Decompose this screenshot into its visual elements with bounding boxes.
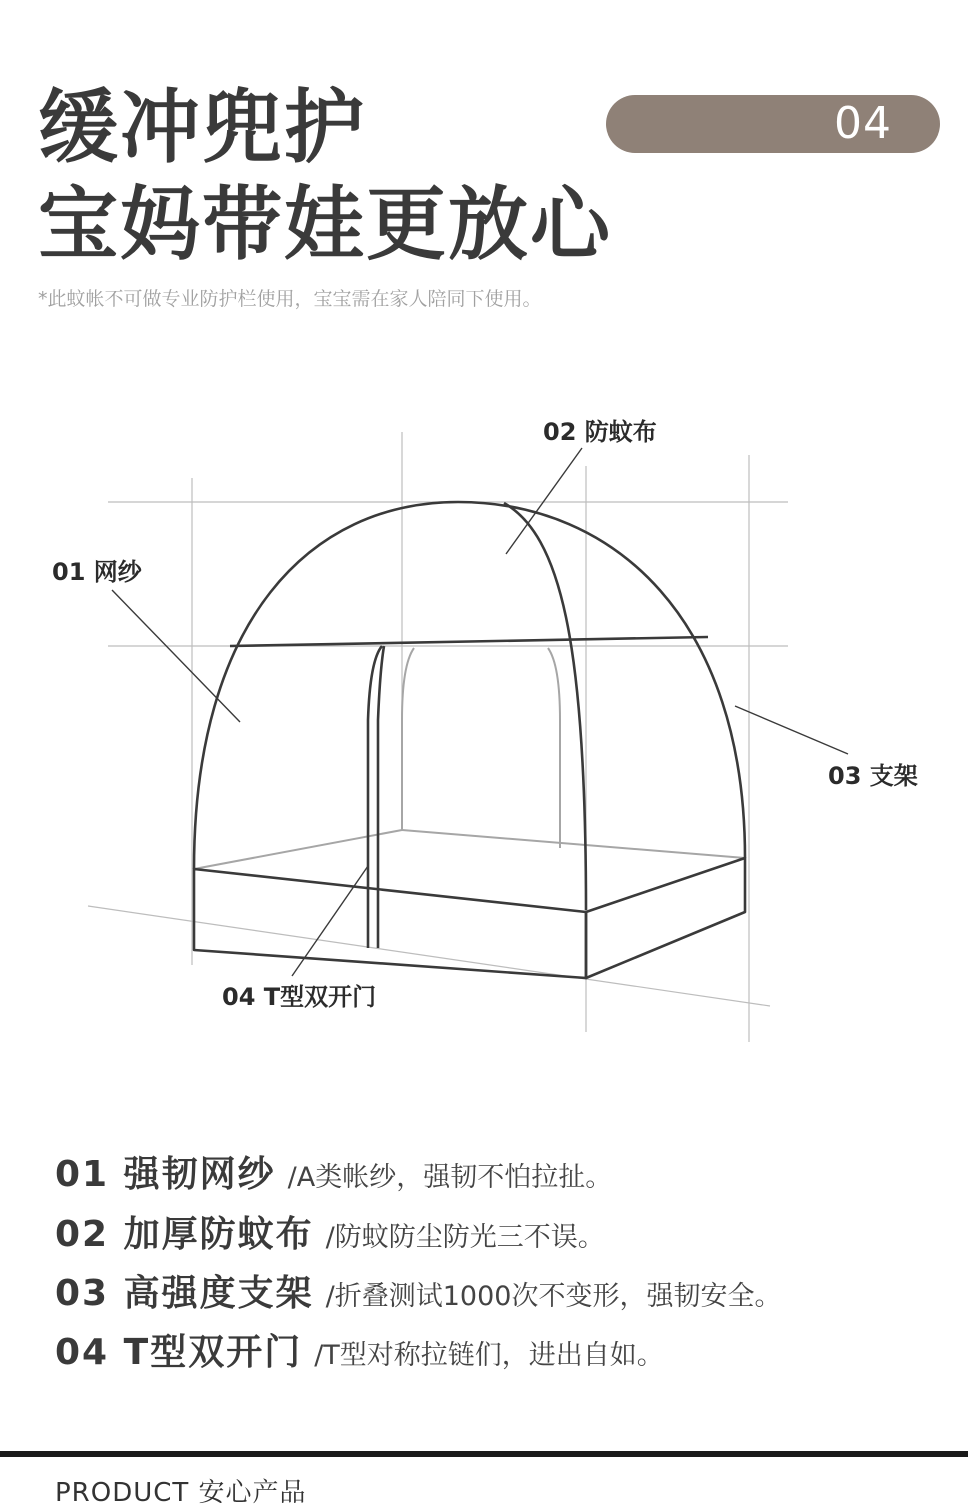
callout-label-mesh: 01 网纱 (52, 558, 142, 586)
back-floor-edge-left (194, 830, 402, 869)
callout-leaders (112, 448, 848, 976)
callout-label-door: 04 T型双开门 (222, 983, 377, 1011)
net-inner-lines (194, 648, 745, 869)
guide-line (88, 906, 770, 1006)
door-frame-right (378, 646, 384, 948)
roof-front-edge (230, 637, 708, 646)
inner-door-frame-left (402, 648, 414, 830)
feature-description: /折叠测试1000次不变形，强韧安全。 (325, 1281, 782, 1312)
feature-item (55, 1265, 781, 1316)
dome-outer-arch (194, 502, 745, 869)
back-floor-edge-right (402, 830, 745, 858)
section-number: 04 (834, 98, 892, 149)
headline-line-2: 宝妈带娃更放心 (38, 178, 612, 271)
feature-title: 01 强韧网纱 (55, 1154, 276, 1195)
section-number-badge (606, 95, 940, 153)
feature-description: /防蚊防尘防光三不误。 (325, 1222, 605, 1253)
inner-door-frame-right (548, 648, 560, 848)
dome-front-arch (504, 503, 586, 910)
net-outline (194, 502, 745, 978)
feature-item (55, 1324, 664, 1375)
headline-line-1: 缓冲兜护 (38, 81, 366, 174)
footer-section-title: PRODUCT 安心产品 (55, 1478, 307, 1508)
feature-item (55, 1206, 605, 1257)
base-front-face (194, 869, 586, 978)
section-divider (0, 1451, 968, 1457)
mosquito-net-diagram (0, 400, 968, 1060)
base-right-face (586, 858, 745, 978)
leader-line-01 (112, 590, 240, 722)
callout-label-frame: 03 支架 (828, 762, 918, 790)
feature-title: 04 T型双开门 (55, 1332, 303, 1373)
leader-line-02 (506, 448, 582, 554)
safety-note: *此蚊帐不可做专业防护栏使用，宝宝需在家人陪同下使用。 (38, 288, 542, 310)
feature-title: 02 加厚防蚊布 (55, 1214, 314, 1255)
feature-description: /A类帐纱，强韧不怕拉扯。 (287, 1162, 613, 1193)
feature-item (55, 1146, 612, 1197)
feature-description: /T型对称拉链们，进出自如。 (314, 1340, 664, 1371)
feature-title: 03 高强度支架 (55, 1273, 314, 1314)
callout-label-fabric: 02 防蚊布 (543, 418, 657, 446)
leader-line-03 (735, 706, 848, 754)
